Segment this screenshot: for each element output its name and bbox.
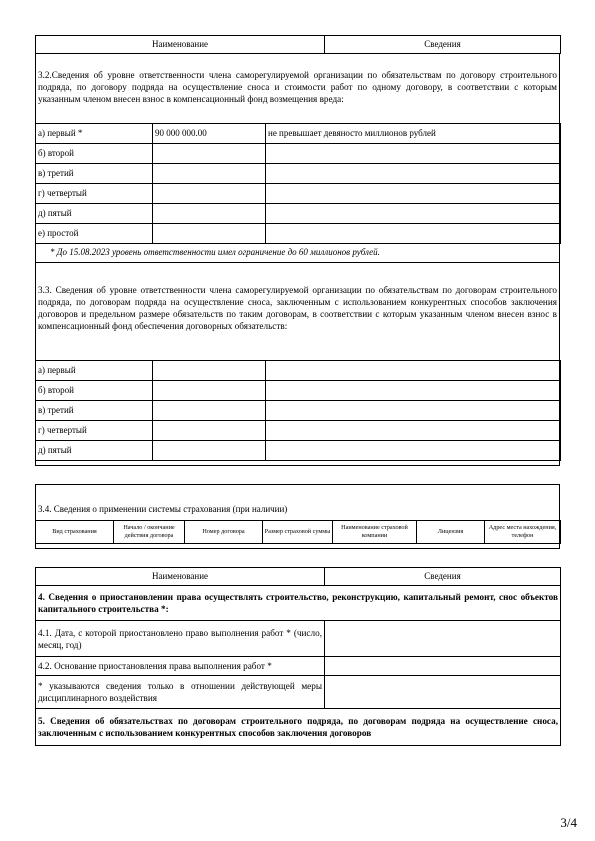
section-4-title: 4. Сведения о приостановлении права осуществлять строительство, реконструкцию, капитальный ремонт, снос объектов капитального строительства *: bbox=[36, 586, 561, 621]
amount-value bbox=[153, 184, 266, 204]
suspension-date-label: 4.1. Дата, с которой приостановлено право выполнения работ * (число, месяц, год) bbox=[36, 621, 325, 657]
header-table-1 bbox=[35, 35, 561, 54]
amount-description bbox=[266, 401, 561, 421]
insurance-col-period: Начало / окончание действия договора bbox=[114, 521, 185, 544]
level-label: д) пятый bbox=[36, 204, 153, 224]
col-name-header: Наименование bbox=[36, 36, 325, 54]
section-4-table bbox=[35, 567, 561, 746]
amount-description bbox=[266, 144, 561, 164]
suspension-note-value bbox=[325, 676, 561, 709]
section-3-3-table bbox=[35, 360, 561, 461]
table-row bbox=[36, 164, 561, 184]
level-label: е) простой bbox=[36, 224, 153, 244]
section-3-3-title: 3.3. Сведения об уровне ответственности члена саморегулируемой организации по обязательствам по договорам строительного подряда, по договорам подряда на осуществление сноса, заключенным с использованием конкурентных способов заключения договоров и предельном размере обязательств по таким договорам, в соответствии с которым указанным членом внесен взнос в компенсационный фонд обеспечения договорных обязательств: bbox=[38, 285, 557, 331]
section-3-4-title: 3.4. Сведения о применении системы страхования (при наличии) bbox=[38, 504, 288, 514]
section-3-4 bbox=[35, 484, 560, 549]
section-5-title: 5. Сведения об обязательствах по договорам строительного подряда, по договорам подряда на осуществление сноса, заключенным с использованием конкурентных способов заключения договоров bbox=[36, 709, 561, 746]
insurance-col-company: Наименование страховой компании bbox=[333, 521, 417, 544]
amount-value bbox=[153, 224, 266, 244]
insurance-col-number: Номер договора bbox=[185, 521, 263, 544]
amount-description bbox=[266, 421, 561, 441]
table-row bbox=[36, 676, 561, 709]
suspension-date-value bbox=[325, 621, 561, 657]
amount-value bbox=[153, 164, 266, 184]
table-row bbox=[36, 441, 561, 461]
amount-description bbox=[266, 224, 561, 244]
amount-description bbox=[266, 361, 561, 381]
table-row bbox=[36, 224, 561, 244]
amount-description: не превышает девяносто миллионов рублей bbox=[266, 124, 561, 144]
suspension-basis-label: 4.2. Основание приостановления права выполнения работ * bbox=[36, 657, 325, 676]
level-label: б) второй bbox=[36, 144, 153, 164]
insurance-col-address: Адрес места нахождения, телефон bbox=[485, 521, 561, 544]
section-5-title-row bbox=[36, 709, 561, 746]
level-label: а) первый bbox=[36, 361, 153, 381]
insurance-col-sum: Размер страховой суммы bbox=[263, 521, 333, 544]
table-row bbox=[36, 204, 561, 224]
level-label: в) третий bbox=[36, 401, 153, 421]
insurance-table bbox=[35, 520, 561, 544]
table-row bbox=[36, 621, 561, 657]
table-row bbox=[36, 421, 561, 441]
amount-value bbox=[153, 441, 266, 461]
amount-value bbox=[153, 144, 266, 164]
amount-value bbox=[153, 381, 266, 401]
level-label: а) первый * bbox=[36, 124, 153, 144]
level-label: г) четвертый bbox=[36, 184, 153, 204]
level-label: г) четвертый bbox=[36, 421, 153, 441]
section-3-2 bbox=[35, 53, 560, 263]
amount-value: 90 000 000.00 bbox=[153, 124, 266, 144]
suspension-note: * указываются сведения только в отношении действующей меры дисциплинарного воздействия bbox=[36, 676, 325, 709]
page-number: 3/4 bbox=[560, 815, 577, 830]
table-row bbox=[36, 124, 561, 144]
insurance-col-type: Вид страхования bbox=[36, 521, 114, 544]
level-label: д) пятый bbox=[36, 441, 153, 461]
section-3-2-table bbox=[35, 123, 561, 244]
amount-value bbox=[153, 421, 266, 441]
table-row bbox=[36, 184, 561, 204]
table-row bbox=[36, 144, 561, 164]
amount-description bbox=[266, 441, 561, 461]
amount-description bbox=[266, 381, 561, 401]
level-label: б) второй bbox=[36, 381, 153, 401]
section-3-2-title: 3.2.Сведения об уровне ответственности члена саморегулируемой организации по обязательствам по договору строительного подряда, по договору подряда на осуществление сноса и стоимости работ по одному договору, в соответствии с которым указанным членом внесен взнос в компенсационный фонд возмещения вреда: bbox=[38, 70, 557, 104]
col-name-header: Наименование bbox=[36, 568, 325, 586]
amount-description bbox=[266, 184, 561, 204]
table-row bbox=[36, 361, 561, 381]
table-row bbox=[36, 401, 561, 421]
insurance-col-license: Лицензия bbox=[417, 521, 485, 544]
amount-value bbox=[153, 361, 266, 381]
insurance-header-row bbox=[36, 521, 561, 544]
footnote: * До 15.08.2023 уровень ответственности имел ограничение до 60 миллионов рублей. bbox=[50, 247, 380, 257]
table-row bbox=[36, 381, 561, 401]
section-4-title-row bbox=[36, 586, 561, 621]
section-3-3 bbox=[35, 262, 560, 466]
amount-value bbox=[153, 401, 266, 421]
amount-value bbox=[153, 204, 266, 224]
section-4-header-row bbox=[36, 568, 561, 586]
table-row bbox=[36, 657, 561, 676]
amount-description bbox=[266, 164, 561, 184]
col-info-header: Сведения bbox=[325, 568, 561, 586]
amount-description bbox=[266, 204, 561, 224]
suspension-basis-value bbox=[325, 657, 561, 676]
level-label: в) третий bbox=[36, 164, 153, 184]
col-info-header: Сведения bbox=[325, 36, 561, 54]
